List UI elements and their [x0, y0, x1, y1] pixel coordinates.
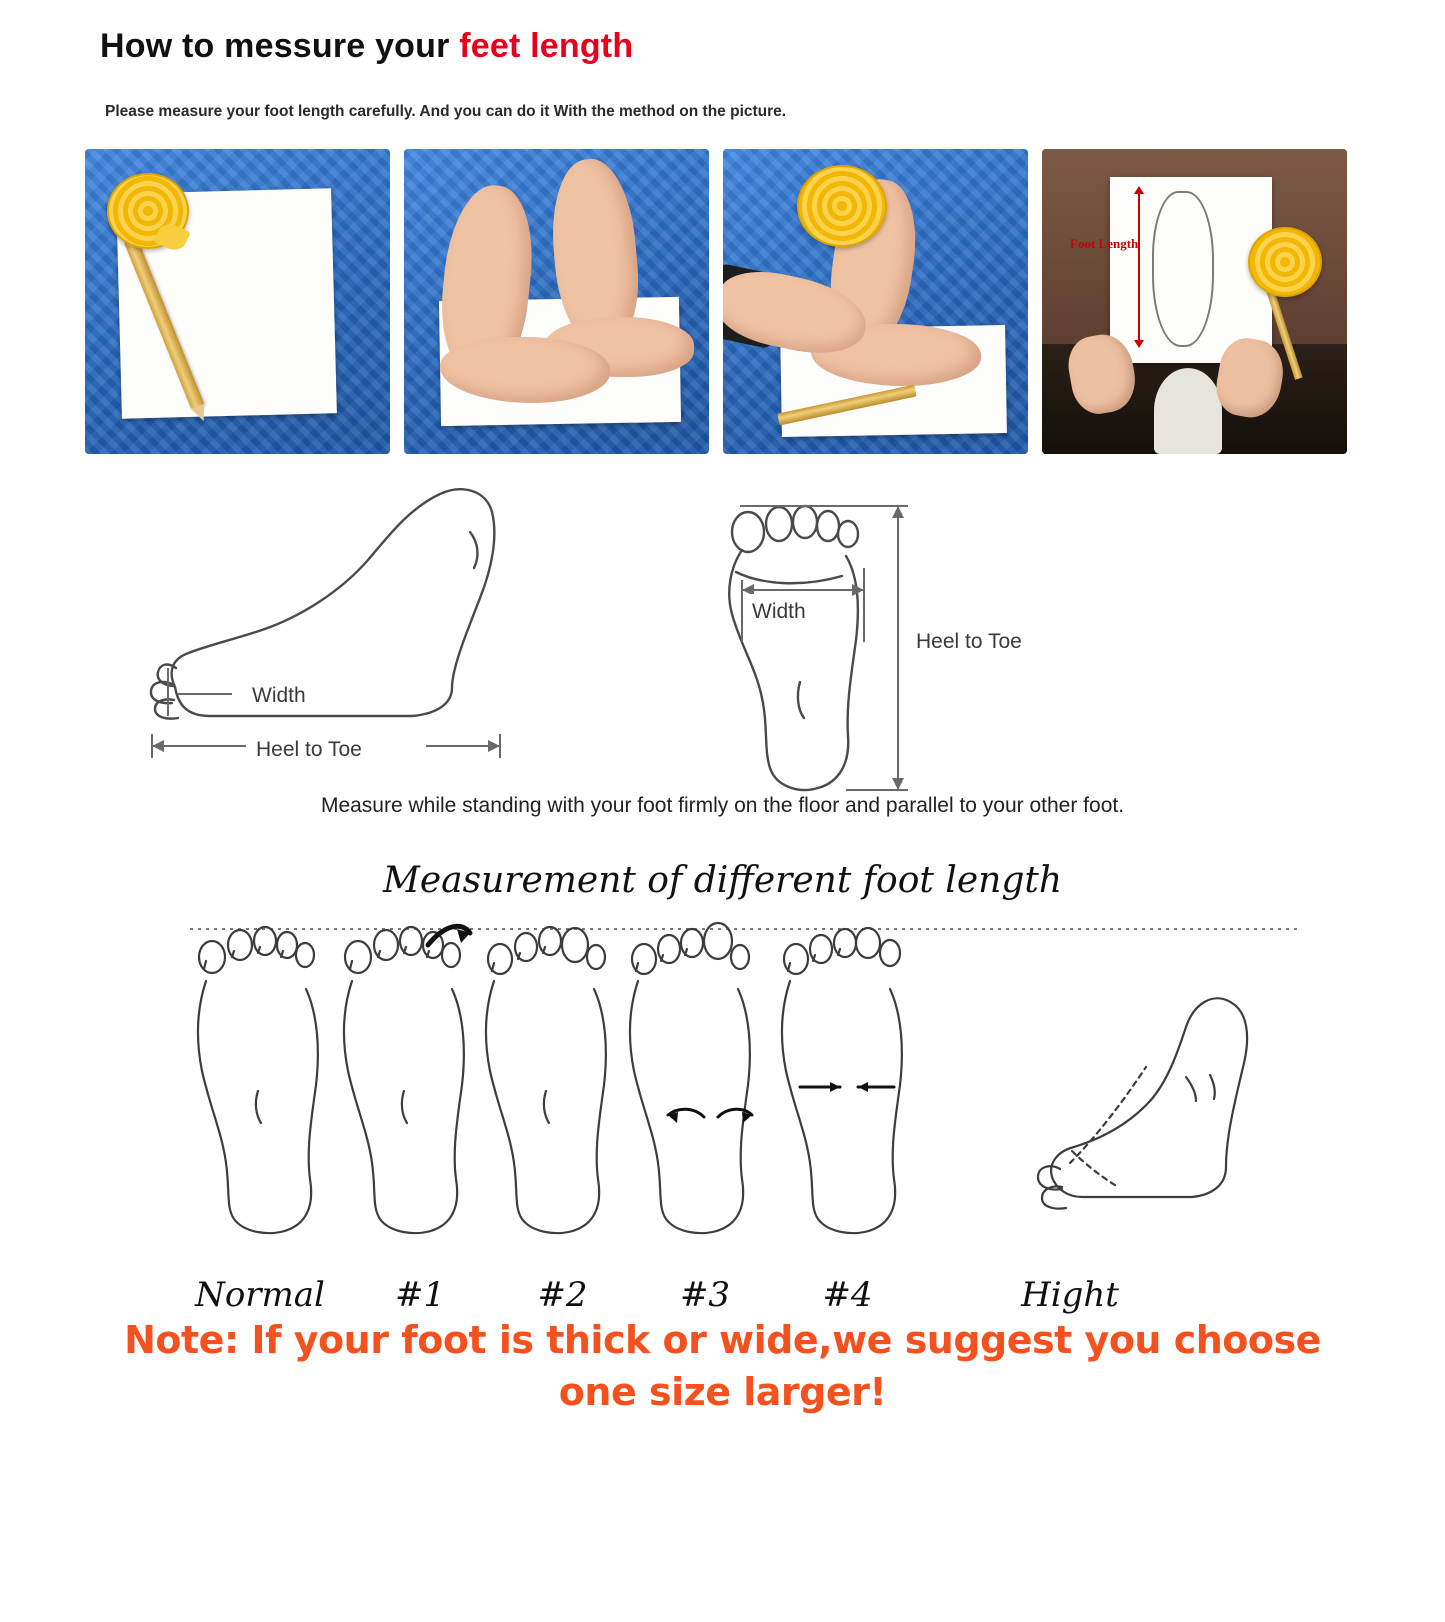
toe-2: [766, 507, 792, 541]
page-subtitle: Please measure your foot length carefully. And you can do it With the method on the picture.: [105, 103, 787, 121]
sole-width-label: Width: [752, 600, 806, 624]
toe-3: [793, 506, 817, 538]
foot-types-svg: [0, 911, 1445, 1281]
ball-line: [736, 572, 842, 583]
foot-label-2: #2: [537, 1275, 588, 1316]
arch-line: [798, 682, 804, 718]
measurement-diagrams: [0, 472, 1445, 792]
sole-length-label: Heel to Toe: [916, 630, 1022, 654]
side-width-label: Width: [252, 684, 306, 708]
page-title-main: How to messure your: [100, 27, 460, 65]
page-title: [100, 28, 1445, 65]
arrow-up-icon: [892, 506, 904, 518]
diagram-svg: [0, 472, 1445, 792]
foot-type-labels: [0, 1275, 1445, 1315]
toe-big: [732, 512, 764, 552]
lollipop-icon: [797, 165, 887, 247]
person-shirt: [1154, 368, 1222, 454]
sole-foot-outline: [729, 550, 858, 790]
foot-outline-drawing: [1152, 191, 1214, 347]
foot-type-3: [630, 923, 750, 1233]
photo-holding-traced-paper: [1042, 149, 1347, 454]
pressure-arrows-4: [800, 1082, 894, 1092]
ankle-detail: [470, 532, 477, 568]
foot-type-2: [486, 927, 606, 1233]
toe-4: [817, 511, 839, 541]
arrow-left-icon: [152, 740, 164, 752]
foot-types-diagram: [0, 911, 1445, 1316]
foot-label-hight: Hight: [1021, 1275, 1119, 1316]
foot-height-profile: [1038, 999, 1247, 1209]
foot-label-4: #4: [822, 1275, 873, 1316]
measure-caption: Measure while standing with your foot firmly on the floor and parallel to your other foot.: [320, 794, 1125, 818]
sole-length-extensions: [740, 506, 908, 790]
foot-length-overlay-label: Foot Length: [1070, 236, 1139, 252]
lollipop-icon: [1248, 227, 1322, 297]
foot-label-normal: Normal: [195, 1275, 325, 1316]
foot-type-1: [344, 927, 464, 1233]
pressure-arrows-3: [668, 1110, 752, 1124]
foot-type-4: [782, 928, 902, 1233]
foot-label-1: #1: [394, 1275, 446, 1316]
photo-strip: [0, 149, 1445, 454]
page-title-accent: feet length: [459, 27, 634, 65]
toe-5: [838, 521, 858, 547]
photo-feet-on-paper: [404, 149, 709, 454]
arrow-down-icon: [892, 778, 904, 790]
photo-tracing-outline: [723, 149, 1028, 454]
size-note: Note: If your foot is thick or wide,we suggest you choose one size larger!: [124, 1318, 1321, 1414]
page-header: [0, 0, 1445, 121]
foot-normal: [198, 927, 318, 1233]
length-arrow-icon: [1138, 193, 1140, 341]
arrow-right-icon: [488, 740, 500, 752]
side-length-label: Heel to Toe: [256, 738, 362, 762]
foot-label-3: #3: [679, 1275, 731, 1316]
section-title: Measurement of different foot length: [382, 860, 1063, 902]
photo-paper-and-pencil: [85, 149, 390, 454]
